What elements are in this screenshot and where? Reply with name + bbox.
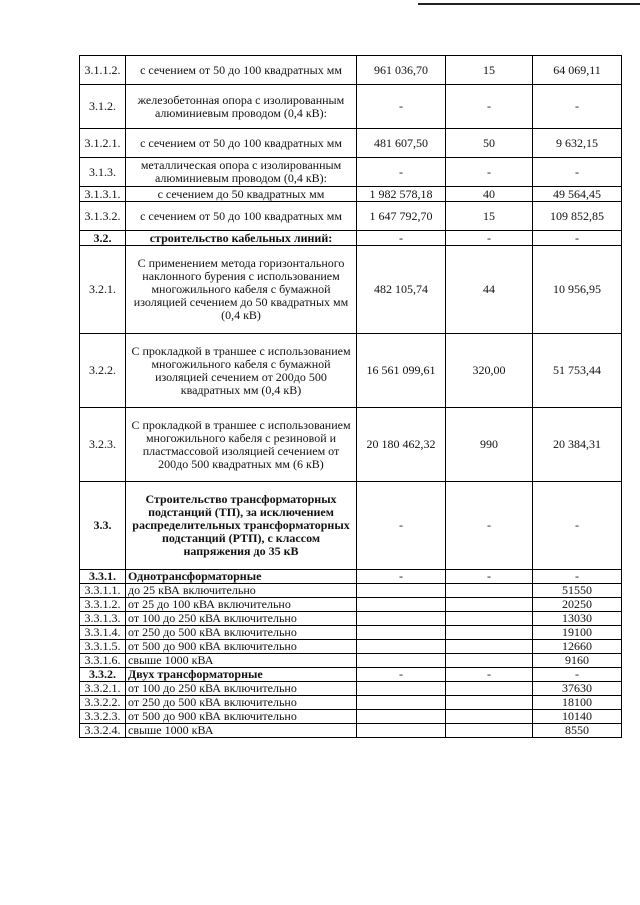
row-quantity: 40 — [446, 187, 533, 202]
row-rate: 51550 — [533, 584, 622, 598]
row-rate: 10 956,95 — [533, 246, 622, 334]
row-cost: 961 036,70 — [357, 56, 446, 85]
row-cost: - — [357, 668, 446, 682]
row-number: 3.1.2. — [80, 85, 126, 129]
row-number: 3.3.1.5. — [80, 640, 126, 654]
row-number: 3.3.2.2. — [80, 696, 126, 710]
table-row — [80, 158, 622, 187]
row-quantity — [446, 584, 533, 598]
row-quantity — [446, 598, 533, 612]
table-row — [80, 482, 622, 570]
row-rate: 10140 — [533, 710, 622, 724]
table-row — [80, 640, 622, 654]
table-row — [80, 724, 622, 738]
row-quantity: - — [446, 482, 533, 570]
row-quantity — [446, 710, 533, 724]
row-cost: - — [357, 231, 446, 246]
table-row — [80, 129, 622, 158]
row-description: от 500 до 900 кВА включительно — [126, 640, 357, 654]
row-number: 3.1.3.2. — [80, 202, 126, 231]
row-number: 3.1.2.1. — [80, 129, 126, 158]
row-quantity: 15 — [446, 202, 533, 231]
row-description: до 25 кВА включительно — [126, 584, 357, 598]
row-number: 3.3.1.3. — [80, 612, 126, 626]
row-description: с сечением от 50 до 100 квадратных мм — [126, 202, 357, 231]
row-quantity — [446, 724, 533, 738]
row-rate: 12660 — [533, 640, 622, 654]
tariff-table — [79, 55, 622, 738]
row-cost: 1 982 578,18 — [357, 187, 446, 202]
table-row — [80, 408, 622, 482]
row-cost — [357, 598, 446, 612]
row-cost: 482 105,74 — [357, 246, 446, 334]
row-number: 3.3.2.4. — [80, 724, 126, 738]
table-row — [80, 696, 622, 710]
row-cost: - — [357, 158, 446, 187]
row-rate: 37630 — [533, 682, 622, 696]
row-quantity: 44 — [446, 246, 533, 334]
row-rate: - — [533, 570, 622, 584]
row-number: 3.2.1. — [80, 246, 126, 334]
row-rate: 9160 — [533, 654, 622, 668]
row-description: свыше 1000 кВА — [126, 654, 357, 668]
row-cost — [357, 584, 446, 598]
row-description: от 250 до 500 кВА включительно — [126, 696, 357, 710]
table-row — [80, 584, 622, 598]
row-rate: 18100 — [533, 696, 622, 710]
row-cost — [357, 640, 446, 654]
table-row — [80, 682, 622, 696]
row-description: Строительство трансформаторных подстанций (ТП), за исключением распределительных трансформаторных подстанций (РТП), с классом напряжения до 35 кВ — [126, 482, 357, 570]
row-number: 3.3.1.1. — [80, 584, 126, 598]
table-row — [80, 56, 622, 85]
row-cost: - — [357, 570, 446, 584]
row-cost — [357, 612, 446, 626]
row-quantity: - — [446, 570, 533, 584]
row-rate: - — [533, 158, 622, 187]
row-description: металлическая опора с изолированным алюминиевым проводом (0,4 кВ): — [126, 158, 357, 187]
row-number: 3.1.3.1. — [80, 187, 126, 202]
row-rate: 13030 — [533, 612, 622, 626]
row-description: С применением метода горизонтальнοго наклонного бурения с использованием многожильного кабеля с бумажной изоляцией сечением до 50 квадратных мм (0,4 кВ) — [126, 246, 357, 334]
row-quantity: 50 — [446, 129, 533, 158]
row-description: от 25 до 100 кВА включительно — [126, 598, 357, 612]
row-number: 3.3.1.4. — [80, 626, 126, 640]
row-rate: 51 753,44 — [533, 334, 622, 408]
row-description: от 100 до 250 кВА включительно — [126, 612, 357, 626]
row-cost — [357, 724, 446, 738]
table-row — [80, 626, 622, 640]
table-row — [80, 654, 622, 668]
row-number: 3.3.1.2. — [80, 598, 126, 612]
row-description: строительство кабельных линий: — [126, 231, 357, 246]
row-cost: 16 561 099,61 — [357, 334, 446, 408]
row-description: от 100 до 250 кВА включительно — [126, 682, 357, 696]
row-number: 3.2.2. — [80, 334, 126, 408]
row-cost — [357, 626, 446, 640]
row-rate: 64 069,11 — [533, 56, 622, 85]
header-rule — [418, 3, 640, 5]
table-row — [80, 231, 622, 246]
row-rate: 20250 — [533, 598, 622, 612]
row-rate: - — [533, 231, 622, 246]
row-number: 3.3.1. — [80, 570, 126, 584]
row-quantity — [446, 626, 533, 640]
row-description: с сечением до 50 квадратных мм — [126, 187, 357, 202]
row-number: 3.3. — [80, 482, 126, 570]
row-number: 3.2. — [80, 231, 126, 246]
row-cost — [357, 654, 446, 668]
row-quantity: - — [446, 158, 533, 187]
row-description: от 500 до 900 кВА включительно — [126, 710, 357, 724]
row-number: 3.3.2. — [80, 668, 126, 682]
table-row — [80, 612, 622, 626]
table-row — [80, 570, 622, 584]
row-number: 3.3.1.6. — [80, 654, 126, 668]
row-number: 3.3.2.3. — [80, 710, 126, 724]
row-cost: 481 607,50 — [357, 129, 446, 158]
table-row — [80, 710, 622, 724]
row-description: с сечением от 50 до 100 квадратных мм — [126, 56, 357, 85]
row-quantity — [446, 640, 533, 654]
row-number: 3.1.3. — [80, 158, 126, 187]
row-quantity: 15 — [446, 56, 533, 85]
row-number: 3.2.3. — [80, 408, 126, 482]
row-cost: 1 647 792,70 — [357, 202, 446, 231]
row-description: от 250 до 500 кВА включительно — [126, 626, 357, 640]
row-description: С прокладкой в траншее с использованием многожильного кабеля с бумажной изоляцией сечением от 200до 500 квадратных мм (0,4 кВ) — [126, 334, 357, 408]
row-number: 3.3.2.1. — [80, 682, 126, 696]
row-quantity — [446, 654, 533, 668]
row-quantity: 990 — [446, 408, 533, 482]
row-rate: 8550 — [533, 724, 622, 738]
table-row — [80, 85, 622, 129]
table-row — [80, 598, 622, 612]
table-row — [80, 202, 622, 231]
table-row — [80, 187, 622, 202]
row-quantity: 320,00 — [446, 334, 533, 408]
table-row — [80, 668, 622, 682]
row-rate: 49 564,45 — [533, 187, 622, 202]
row-quantity — [446, 612, 533, 626]
row-description: с сечением от 50 до 100 квадратных мм — [126, 129, 357, 158]
row-cost: 20 180 462,32 — [357, 408, 446, 482]
row-rate: 19100 — [533, 626, 622, 640]
row-cost — [357, 710, 446, 724]
row-quantity — [446, 682, 533, 696]
row-description: свыше 1000 кВА — [126, 724, 357, 738]
row-cost: - — [357, 85, 446, 129]
row-description: Однотрансформаторные — [126, 570, 357, 584]
row-cost: - — [357, 482, 446, 570]
table-row — [80, 334, 622, 408]
row-quantity: - — [446, 231, 533, 246]
row-rate: 109 852,85 — [533, 202, 622, 231]
row-rate: - — [533, 668, 622, 682]
row-number: 3.1.1.2. — [80, 56, 126, 85]
row-description: железобетонная опора с изолированным алюминиевым проводом (0,4 кВ): — [126, 85, 357, 129]
row-rate: 20 384,31 — [533, 408, 622, 482]
row-description: Двух трансформаторные — [126, 668, 357, 682]
row-rate: - — [533, 85, 622, 129]
row-quantity — [446, 696, 533, 710]
row-quantity: - — [446, 85, 533, 129]
row-description: С прокладкой в траншее с использованием многожильного кабеля с резиновой и пластмассовой изоляцией сечением от 200до 500 квадратных мм (6 кВ) — [126, 408, 357, 482]
row-cost — [357, 696, 446, 710]
row-rate: - — [533, 482, 622, 570]
row-cost — [357, 682, 446, 696]
row-rate: 9 632,15 — [533, 129, 622, 158]
table-row — [80, 246, 622, 334]
row-quantity: - — [446, 668, 533, 682]
